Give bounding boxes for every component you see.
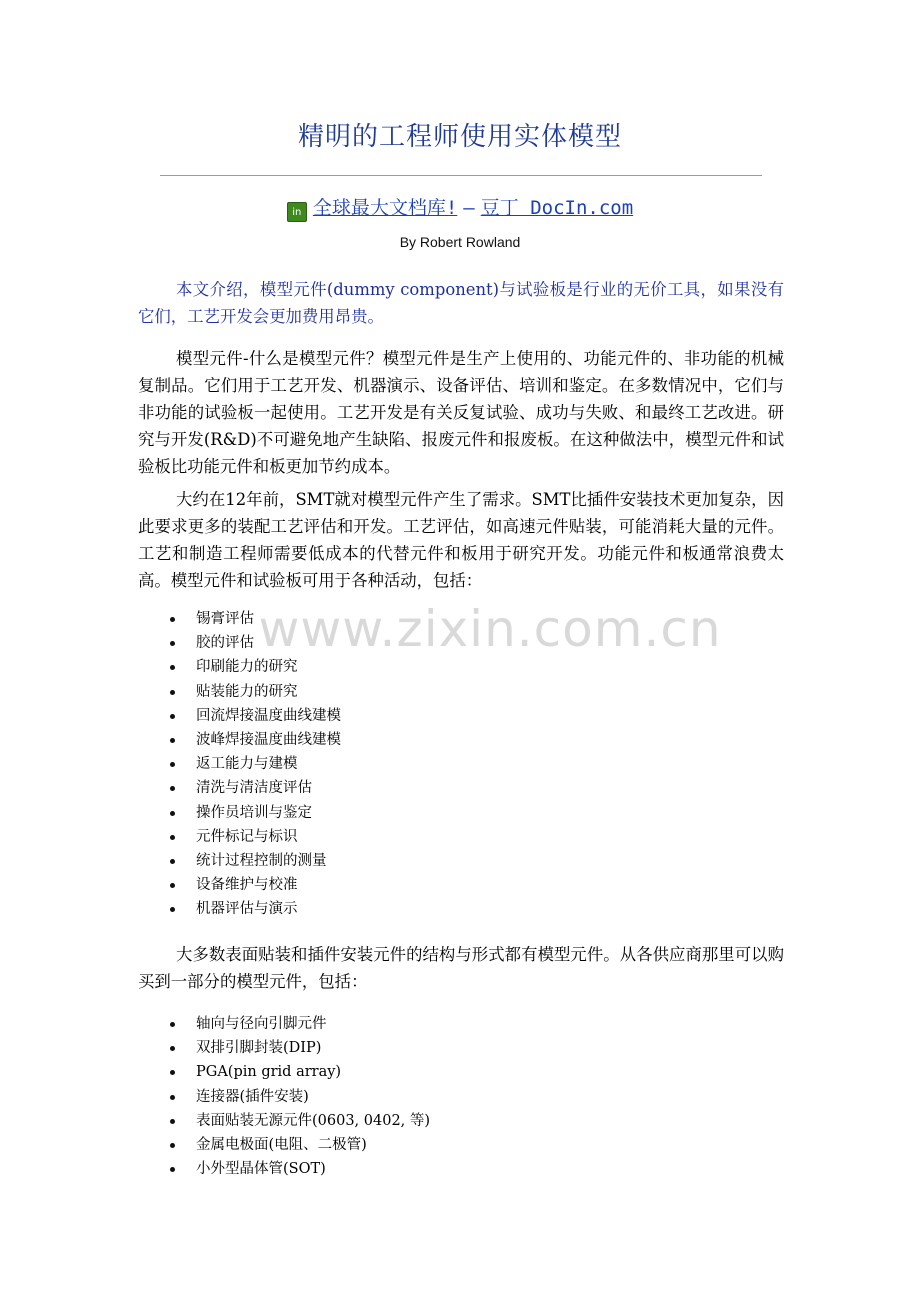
bullet-icon [170, 665, 175, 670]
list-item-text: 统计过程控制的测量 [196, 852, 327, 869]
author-byline: By Robert Rowland [399, 234, 521, 250]
definition-paragraph: 模型元件-什么是模型元件？模型元件是生产上使用的、功能元件的、非功能的机械复制品。它们用于工艺开发、机器演示、设备评估、培训和鉴定。在多数情况中，它们与非功能的试验板一起使用。工艺开发是有关反复试验、成功与失败、和最终工艺改进。研究与开发(R&D)不可避免地产生缺陷、报废元件和报废板。在这种做法中，模型元件和试验板比功能元件和板更加节约成本。 [138, 349, 784, 476]
list-item-text: 操作员培训与鉴定 [196, 804, 312, 821]
watermark: www.zixin.com.cn [258, 600, 722, 658]
list-item-text: 胶的评估 [196, 635, 254, 652]
list-item-text: 锡膏评估 [196, 611, 254, 627]
list-item-text: 清洗与清洁度评估 [196, 780, 312, 797]
list-item-text: 双排引脚封装(DIP) [196, 1040, 322, 1057]
list-item-text: 小外型晶体管(SOT) [196, 1161, 326, 1178]
history-paragraph: 大约在12年前，SMT就对模型元件产生了需求。SMT比插件安装技术更加复杂，因此要求更多的装配工艺评估和开发。工艺评估，如高速元件贴装，可能消耗大量的元件。工艺和制造工程师需要低成本的代替元件和板用于研究开发。功能元件和板通常浪费太高。模型元件和试验板可用于各种活动，包括： [138, 490, 784, 590]
docin-banner [0, 193, 920, 222]
bullet-icon [170, 641, 175, 646]
component-list [160, 1012, 430, 1181]
list-item-text: 波峰焊接温度曲线建模 [196, 731, 341, 748]
bullet-icon [170, 690, 175, 695]
list-item-text: 印刷能力的研究 [196, 659, 298, 676]
bullet-icon [170, 786, 175, 791]
intro-paragraph: 本文介绍，模型元件(dummy component)与试验板是行业的无价工具，如果没有它们，工艺开发会更加费用昂贵。 [138, 280, 784, 326]
list-item-text: PGA(pin grid array) [196, 1064, 342, 1081]
list-item-text: 设备维护与校准 [196, 877, 298, 894]
list-item-text: 金属电极面(电阻、二极管) [196, 1136, 367, 1153]
list-item-text: 机器评估与演示 [196, 901, 298, 918]
bullet-icon [170, 1070, 175, 1075]
list-item [160, 1012, 430, 1036]
list-item [160, 704, 341, 728]
bullet-icon [170, 1143, 175, 1148]
list-item [160, 1036, 430, 1060]
list-item-text: 轴向与径向引脚元件 [196, 1016, 327, 1032]
list-item [160, 1109, 430, 1133]
list-item-text: 元件标记与标识 [196, 828, 298, 845]
bullet-icon [170, 1167, 175, 1172]
list-item-text: 贴装能力的研究 [196, 683, 298, 700]
docin-link-library[interactable]: 全球最大文档库! [312, 197, 458, 219]
bullet-icon [170, 907, 175, 912]
bullet-icon [170, 1022, 175, 1027]
list-item [160, 607, 341, 631]
list-item [160, 631, 341, 655]
bullet-icon [170, 835, 175, 840]
bullet-icon [170, 1095, 175, 1100]
list-item [160, 1133, 430, 1157]
document-title: 精明的工程师使用实体模型 [297, 122, 622, 152]
bullet-icon [170, 738, 175, 743]
list-item-text: 返工能力与建模 [196, 756, 298, 773]
component-intro-paragraph: 大多数表面贴装和插件安装元件的结构与形式都有模型元件。从各供应商那里可以购买到一部分的模型元件，包括： [138, 945, 784, 991]
title-divider [160, 175, 762, 176]
list-item [160, 801, 341, 825]
list-item [160, 728, 341, 752]
list-item [160, 655, 341, 679]
bullet-icon [170, 617, 175, 622]
list-item [160, 825, 341, 849]
banner-separator: – [463, 197, 475, 219]
bullet-icon [170, 859, 175, 864]
list-item-text: 回流焊接温度曲线建模 [196, 707, 341, 724]
bullet-icon [170, 883, 175, 888]
bullet-icon [170, 1046, 175, 1051]
list-item [160, 1060, 430, 1084]
bullet-icon [170, 714, 175, 719]
docin-link-site[interactable]: 豆丁 DocIn.com [480, 197, 634, 219]
list-item-text: 表面贴装无源元件(0603, 0402, 等) [196, 1112, 431, 1129]
bullet-icon [170, 811, 175, 816]
bullet-icon [170, 1119, 175, 1124]
list-item [160, 1085, 430, 1109]
list-item [160, 680, 341, 704]
list-item [160, 897, 341, 921]
list-item [160, 849, 341, 873]
activity-list [160, 607, 341, 921]
list-item-text: 连接器(插件安装) [196, 1088, 309, 1105]
bullet-icon [170, 762, 175, 767]
list-item [160, 752, 341, 776]
list-item [160, 776, 341, 800]
list-item [160, 1157, 430, 1181]
docin-logo-icon[interactable]: in [287, 202, 307, 222]
list-item [160, 873, 341, 897]
